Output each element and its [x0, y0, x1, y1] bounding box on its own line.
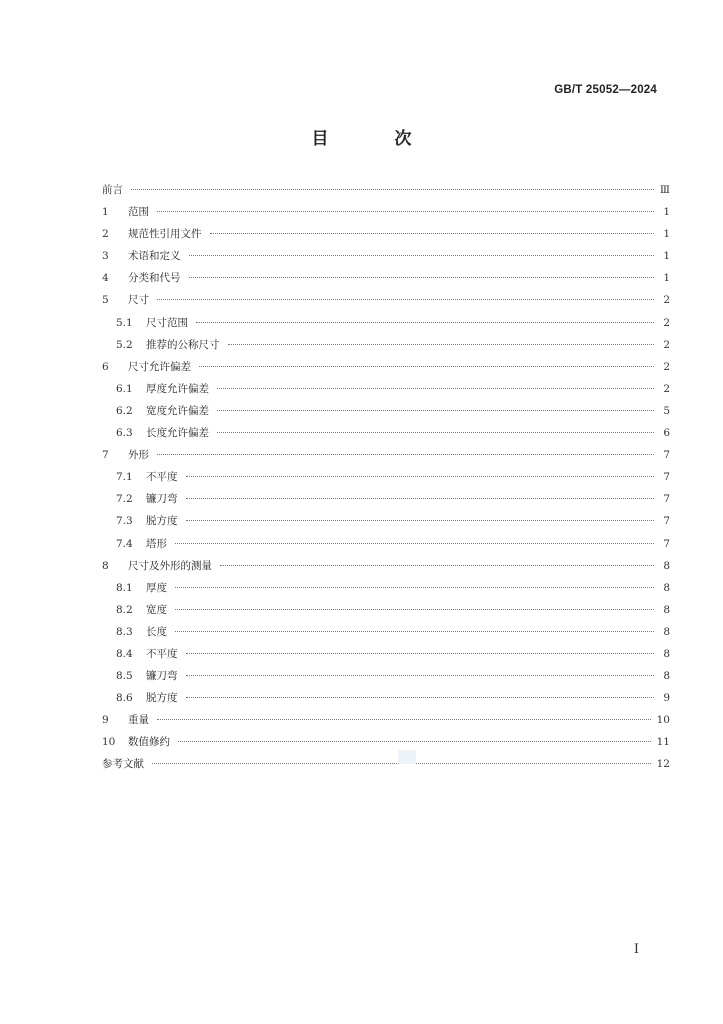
toc-entry-number: 7.3: [116, 515, 133, 528]
toc-entry-number: 10: [102, 736, 116, 749]
toc-entry-page: 7: [663, 449, 670, 462]
toc-entry-number: 6.2: [116, 404, 133, 417]
toc-entry-number: 7: [102, 449, 109, 462]
toc-entry[interactable]: [102, 226, 670, 248]
dot-leader: [157, 454, 654, 455]
toc-entry-page: 10: [656, 714, 670, 727]
toc-entry-label: 不平度: [146, 647, 178, 660]
toc-entry-page: 7: [663, 537, 670, 550]
toc-entry-page: 2: [663, 382, 670, 395]
toc-entry-page: 7: [663, 515, 670, 528]
toc-entry-page: 2: [663, 294, 670, 307]
toc-entry-number: 2: [102, 228, 109, 241]
toc-entry[interactable]: [102, 292, 670, 314]
dot-leader: [175, 543, 654, 544]
toc-entry[interactable]: [102, 513, 670, 535]
toc-entry-page: 8: [663, 581, 670, 594]
toc-entry-number: 7.2: [116, 493, 133, 506]
toc-entry[interactable]: [102, 491, 670, 513]
toc-entry-label: 脱方度: [146, 515, 178, 528]
toc-entry-page: 6: [663, 427, 670, 440]
dot-leader: [186, 476, 655, 477]
toc-entry[interactable]: [102, 580, 670, 602]
dot-leader: [189, 277, 655, 278]
toc-entry-number: 8.2: [116, 603, 133, 616]
toc-entry-page: 8: [663, 625, 670, 638]
toc-entry[interactable]: [102, 182, 670, 204]
dot-leader: [217, 410, 654, 411]
toc-entry-page: Ⅲ: [659, 184, 670, 196]
toc-entry-number: 8.1: [116, 581, 133, 594]
dot-leader: [189, 255, 655, 256]
toc-entry-page: 2: [663, 338, 670, 351]
toc-entry[interactable]: [102, 690, 670, 712]
toc-entry-page: 2: [663, 316, 670, 329]
dot-leader: [217, 432, 654, 433]
toc-entry-number: 8.4: [116, 647, 133, 660]
dot-leader: [186, 498, 655, 499]
dot-leader: [175, 587, 654, 588]
dot-leader: [131, 189, 654, 190]
dot-leader: [186, 697, 655, 698]
toc-entry-number: 4: [102, 272, 109, 285]
toc-entry-label: 尺寸允许偏差: [128, 360, 191, 373]
toc-entry-label: 前言: [102, 184, 123, 196]
toc-entry[interactable]: [102, 403, 670, 425]
toc-entry[interactable]: [102, 646, 670, 668]
toc-entry-label: 不平度: [146, 471, 178, 484]
toc-entry-label: 宽度: [146, 603, 167, 616]
toc-entry[interactable]: [102, 359, 670, 381]
toc-entry[interactable]: [102, 469, 670, 491]
dot-leader: [175, 631, 654, 632]
toc-entry-number: 1: [102, 206, 109, 219]
toc-entry-label: 推荐的公称尺寸: [146, 338, 220, 351]
toc-entry-label: 尺寸: [128, 294, 149, 307]
dot-leader: [210, 233, 655, 234]
page-number: I: [633, 942, 639, 957]
toc-entry-number: 5: [102, 294, 109, 307]
toc-entry-number: 8.6: [116, 692, 133, 705]
dot-leader: [186, 520, 655, 521]
dot-leader: [157, 299, 654, 300]
toc-entry-number: 5.1: [116, 316, 133, 329]
toc-entry-label: 脱方度: [146, 692, 178, 705]
dot-leader: [199, 366, 654, 367]
toc-entry-page: 7: [663, 471, 670, 484]
toc-entry-label: 厚度允许偏差: [146, 382, 209, 395]
toc-entry-page: 9: [663, 692, 670, 705]
toc-entry-label: 规范性引用文件: [128, 228, 202, 241]
toc-entry[interactable]: [102, 425, 670, 447]
toc-entry-page: 11: [656, 736, 670, 749]
toc-entry-page: 1: [663, 250, 670, 263]
dot-leader: [157, 719, 651, 720]
toc-entry[interactable]: [102, 270, 670, 292]
toc-entry[interactable]: [102, 712, 670, 734]
toc-entry-number: 7.4: [116, 537, 133, 550]
toc-entry-label: 数值修约: [128, 736, 170, 749]
toc-entry-page: 5: [663, 404, 670, 417]
toc-entry-label: 宽度允许偏差: [146, 404, 209, 417]
toc-entry-label: 尺寸及外形的测量: [128, 559, 212, 572]
toc-entry-number: 3: [102, 250, 109, 263]
dot-leader: [217, 388, 654, 389]
dot-leader: [220, 565, 654, 566]
page-title: 目 次: [311, 129, 442, 149]
toc-entry-number: 6.1: [116, 382, 133, 395]
toc-entry-number: 8.3: [116, 625, 133, 638]
toc-entry-page: 8: [663, 670, 670, 683]
toc-entry-page: 8: [663, 559, 670, 572]
toc-entry-page: 8: [663, 603, 670, 616]
toc-entry-number: 6.3: [116, 427, 133, 440]
toc-entry[interactable]: [102, 381, 670, 403]
toc-entry[interactable]: [102, 204, 670, 226]
dot-leader: [186, 675, 655, 676]
dot-leader: [196, 322, 654, 323]
toc-entry[interactable]: [102, 558, 670, 580]
toc-entry-label: 厚度: [146, 581, 167, 594]
toc-entry-number: 6: [102, 360, 109, 373]
toc-entry-label: 参考文献: [102, 758, 144, 771]
table-of-contents: [102, 182, 670, 779]
toc-entry[interactable]: [102, 248, 670, 270]
toc-entry-page: 12: [656, 758, 670, 771]
toc-entry-page: 1: [663, 228, 670, 241]
toc-entry-page: 1: [663, 272, 670, 285]
toc-entry[interactable]: [102, 337, 670, 359]
toc-entry-label: 长度: [146, 625, 167, 638]
toc-entry-label: 术语和定义: [128, 250, 181, 263]
toc-entry-label: 长度允许偏差: [146, 427, 209, 440]
toc-entry-page: 7: [663, 493, 670, 506]
toc-entry-number: 7.1: [116, 471, 133, 484]
toc-entry-number: 8: [102, 559, 109, 572]
toc-entry-page: 8: [663, 647, 670, 660]
toc-entry[interactable]: [102, 602, 670, 624]
toc-entry[interactable]: [102, 536, 670, 558]
toc-entry-number: 5.2: [116, 338, 133, 351]
toc-entry-label: 分类和代号: [128, 272, 181, 285]
toc-entry[interactable]: [102, 668, 670, 690]
toc-entry-label: 镰刀弯: [146, 670, 178, 683]
dot-leader: [178, 741, 651, 742]
toc-entry-page: 1: [663, 206, 670, 219]
toc-entry[interactable]: [102, 315, 670, 337]
toc-entry-page: 2: [663, 360, 670, 373]
toc-entry-label: 镰刀弯: [146, 493, 178, 506]
toc-entry-label: 塔形: [146, 537, 167, 550]
dot-leader: [175, 609, 654, 610]
toc-entry[interactable]: [102, 756, 670, 778]
toc-entry[interactable]: [102, 447, 670, 469]
watermark-mark: [398, 750, 416, 764]
toc-entry-number: 8.5: [116, 670, 133, 683]
toc-entry-label: 范围: [128, 206, 149, 219]
standard-code: GB/T 25052—2024: [554, 84, 657, 96]
dot-leader: [228, 344, 655, 345]
toc-entry-label: 尺寸范围: [146, 316, 188, 329]
toc-entry[interactable]: [102, 734, 670, 756]
toc-entry-label: 外形: [128, 449, 149, 462]
toc-entry-label: 重量: [128, 714, 149, 727]
toc-entry[interactable]: [102, 624, 670, 646]
dot-leader: [157, 211, 654, 212]
dot-leader: [186, 653, 655, 654]
toc-entry-number: 9: [102, 714, 109, 727]
